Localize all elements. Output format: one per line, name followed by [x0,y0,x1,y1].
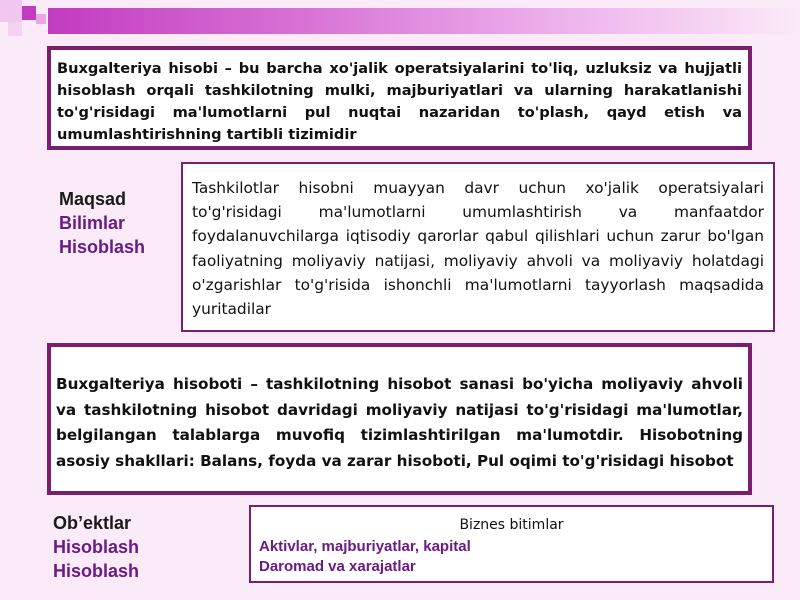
reporting-definition-text: Buxgalteriya hisoboti – tashkilotning hisobot sanasi bo'yicha moliyaviy ahvoli va tashkilotning hisobot davridagi moliyaviy natijasi to'g'risidagi ma'lumotlar, belgilangan talablarga muvofiq tizimlashtirilgan ma'lumotdir. Hisobotning asosiy shakllari: Balans, foyda va zarar hisoboti, Pul oqimi to'g'risidagi hisobot [56,375,743,470]
accounting-definition-text: Buxgalteriya hisobi – bu barcha xo'jalik operatsiyalarini to'liq, uzluksiz va hujjatli hisoblash orqali tashkilotning mulki, majburiyatlari va ularning harakatlanishi to'g'risidagi ma'lumotlarni pul nuqtai nazaridan to'plash, qayd etish va umumlashtirishning tartibli tizimidir [57,60,742,143]
label-hisoblash: Hisoblash [53,561,140,581]
corner-square [36,14,46,24]
objects-box-title: Biznes bitimlar [459,517,564,533]
objects-box [249,505,774,583]
side-labels-bottom [53,511,139,583]
label-hisoblash: Hisoblash [59,237,146,257]
label-bilimlar: Bilimlar [59,213,126,233]
corner-square [22,6,36,20]
label-hisoblash: Hisoblash [53,537,140,557]
side-labels-top [59,187,145,259]
reporting-definition-box [47,343,752,495]
objects-box-line: Daromad va xarajatlar [259,558,416,575]
label-obektlar: Ob’ektlar [53,513,132,533]
corner-square [8,22,22,36]
purpose-definition-text: Tashkilotlar hisobni muayyan davr uchun xo'jalik operatsiyalari to'g'risidagi ma'lumotlarni umumlashtirish va manfaatdor foydalanuvchilarga iqtisodiy qarorlar qabul qilishlari uchun zarur bo'lgan faoliyatning moliyaviy natijasi, moliyaviy ahvoli va moliyaviy holatdagi o'zgarishlar to'g'risida ishonchli ma'lumotlarni tayyorlash maqsadida yuritadilar [192,179,764,319]
label-maqsad: Maqsad [59,189,127,209]
accounting-definition-box [47,46,752,150]
purpose-definition-box [181,162,775,332]
objects-box-line: Aktivlar, majburiyatlar, kapital [259,538,471,555]
header-gradient-bar [48,8,800,34]
corner-square [0,0,22,22]
